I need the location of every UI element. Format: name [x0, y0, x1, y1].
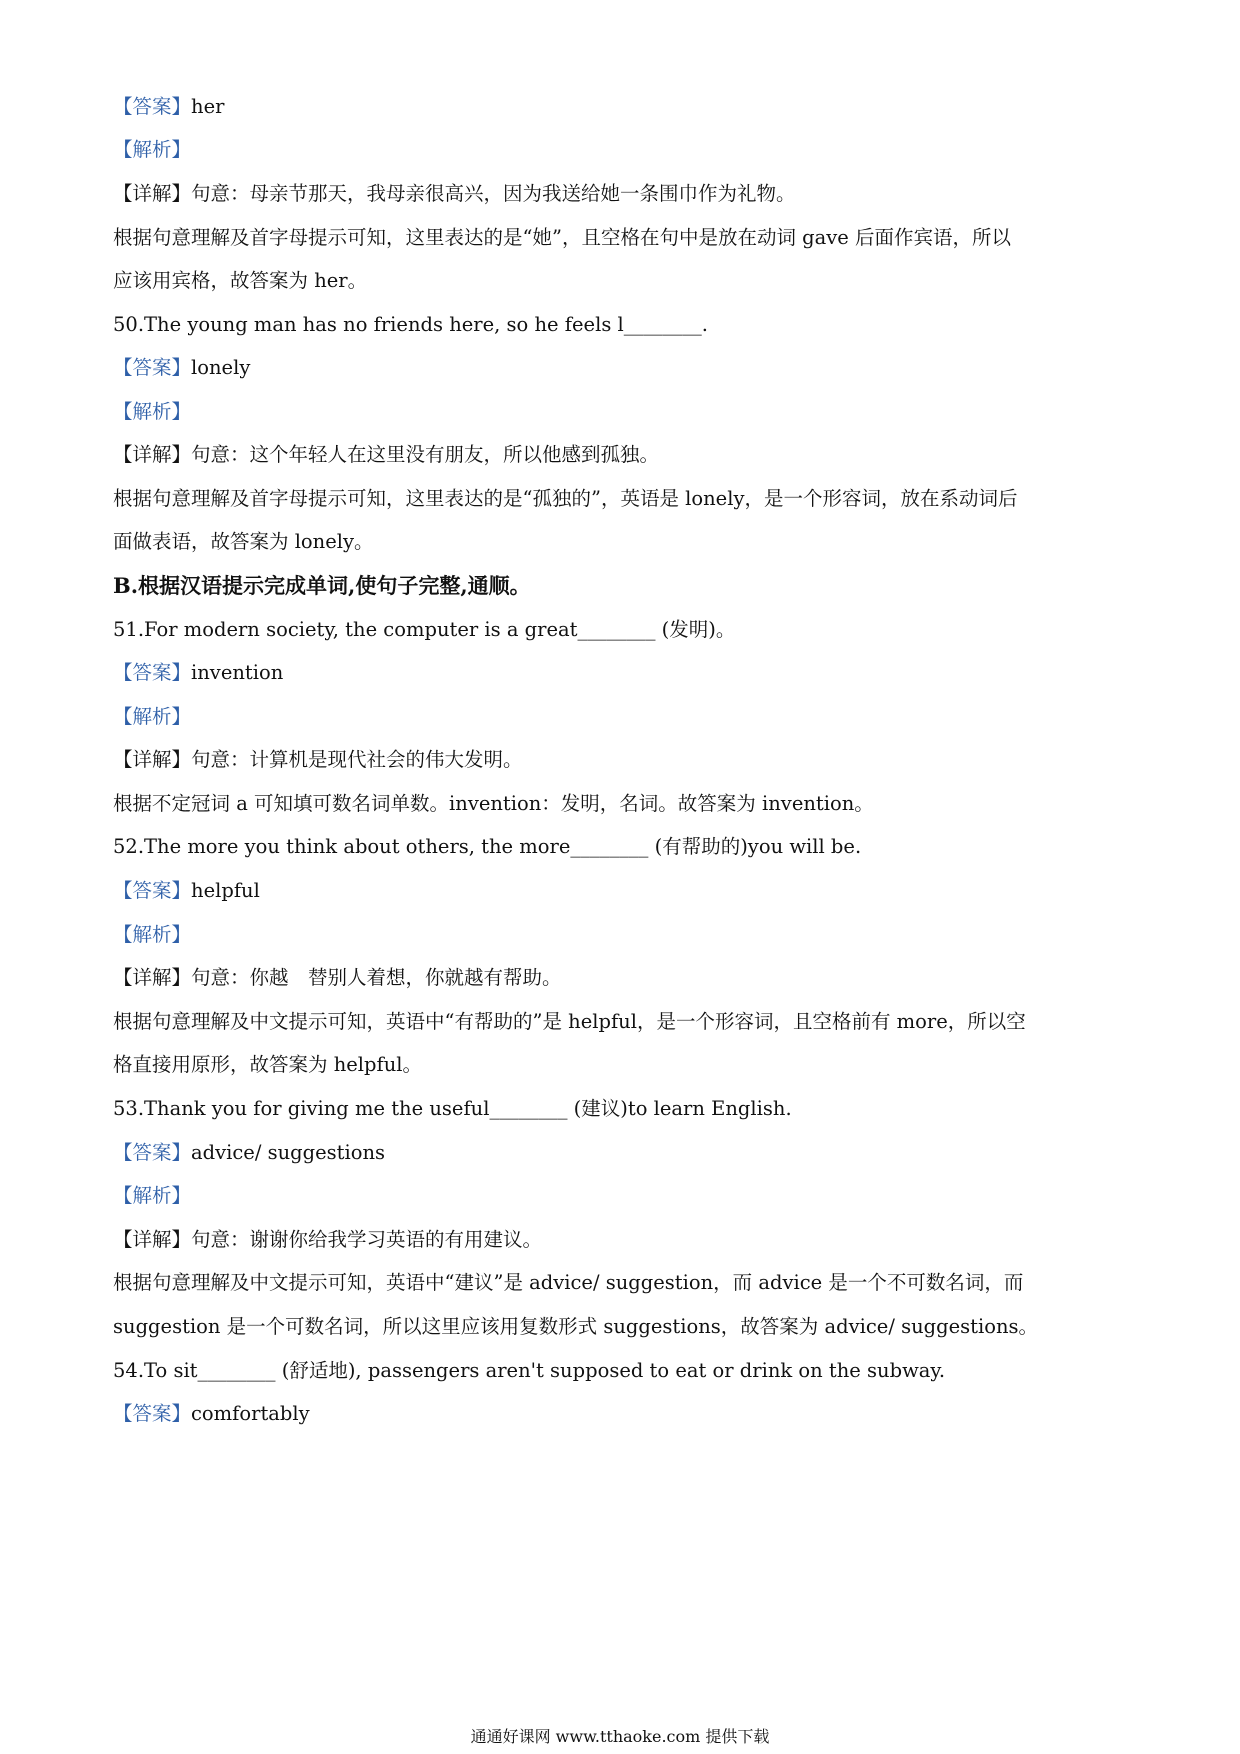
q53-answer-line — [113, 1138, 1133, 1168]
q52-meaning: 句意：你越 替别人着想，你就越有帮助。 — [191, 966, 562, 989]
q50-answer-line — [113, 353, 1133, 383]
answer-tag: 【答案】 — [113, 879, 192, 902]
q52-analysis-tag: 【解析】 — [113, 923, 192, 946]
q49-analysis-tag: 【解析】 — [113, 138, 192, 161]
q50-analysis-tag: 【解析】 — [113, 400, 192, 423]
detail-tag: 【详解】 — [113, 966, 192, 989]
q54-answer: comfortably — [191, 1402, 310, 1425]
q51-meaning: 句意：计算机是现代社会的伟大发明。 — [191, 748, 523, 771]
answer-tag: 【答案】 — [113, 1402, 192, 1425]
section-b-heading: B.根据汉语提示完成单词,使句子完整,通顺。 — [113, 573, 531, 598]
q50-detail-line — [113, 440, 1133, 470]
q53-answer: advice/ suggestions — [191, 1141, 386, 1164]
answer-tag: 【答案】 — [113, 95, 192, 118]
q53-detail-line — [113, 1225, 1133, 1255]
detail-tag: 【详解】 — [113, 443, 192, 466]
q49-explain-2: 应该用宾格，故答案为 her。 — [113, 269, 368, 292]
q53-explain-1: 根据句意理解及中文提示可知，英语中“建议”是 advice/ suggestion，而 advice 是一个不可数名词，而 — [113, 1271, 1024, 1294]
q50-question: 50.The young man has no friends here, so he feels l________. — [113, 313, 708, 336]
q52-question: 52.The more you think about others, the more________ (有帮助的)you will be. — [113, 835, 862, 858]
q51-detail-line — [113, 745, 1133, 775]
q49-meaning: 句意：母亲节那天，我母亲很高兴，因为我送给她一条围巾作为礼物。 — [191, 182, 796, 205]
q51-analysis-tag: 【解析】 — [113, 705, 192, 728]
q53-meaning: 句意：谢谢你给我学习英语的有用建议。 — [191, 1228, 543, 1251]
q51-explain-1: 根据不定冠词 a 可知填可数名词单数。invention：发明，名词。故答案为 invention。 — [113, 792, 874, 815]
detail-tag: 【详解】 — [113, 1228, 192, 1251]
page-footer: 通通好课网 www.tthaoke.com 提供下载 — [470, 1727, 770, 1746]
q53-analysis-tag: 【解析】 — [113, 1184, 192, 1207]
q53-explain-2: suggestion 是一个可数名词，所以这里应该用复数形式 suggestions，故答案为 advice/ suggestions。 — [113, 1315, 1039, 1338]
answer-tag: 【答案】 — [113, 1141, 192, 1164]
q54-answer-line — [113, 1399, 1133, 1429]
q52-answer-line — [113, 876, 1133, 906]
q52-explain-2: 格直接用原形，故答案为 helpful。 — [113, 1053, 423, 1076]
q50-answer: lonely — [191, 356, 251, 379]
q54-question: 54.To sit________ (舒适地), passengers aren't supposed to eat or drink on the subway. — [113, 1359, 946, 1382]
q49-detail-line — [113, 179, 1133, 209]
q52-detail-line — [113, 963, 1133, 993]
q51-question: 51.For modern society, the computer is a great________ (发明)。 — [113, 618, 736, 641]
detail-tag: 【详解】 — [113, 182, 192, 205]
q52-explain-1: 根据句意理解及中文提示可知，英语中“有帮助的”是 helpful，是一个形容词，且空格前有 more，所以空 — [113, 1010, 1026, 1033]
q53-question: 53.Thank you for giving me the useful________ (建议)to learn English. — [113, 1097, 792, 1120]
q50-meaning: 句意：这个年轻人在这里没有朋友，所以他感到孤独。 — [191, 443, 660, 466]
q49-answer: her — [191, 95, 225, 118]
q50-explain-2: 面做表语，故答案为 lonely。 — [113, 530, 374, 553]
q51-answer-line — [113, 658, 1133, 688]
answer-tag: 【答案】 — [113, 661, 192, 684]
q49-answer-line — [113, 92, 1133, 122]
answer-tag: 【答案】 — [113, 356, 192, 379]
q51-answer: invention — [191, 661, 284, 684]
q52-answer: helpful — [191, 879, 260, 902]
q50-explain-1: 根据句意理解及首字母提示可知，这里表达的是“孤独的”，英语是 lonely，是一个形容词，放在系动词后 — [113, 487, 1018, 510]
q49-explain-1: 根据句意理解及首字母提示可知，这里表达的是“她”，且空格在句中是放在动词 gave 后面作宾语，所以 — [113, 226, 1012, 249]
detail-tag: 【详解】 — [113, 748, 192, 771]
